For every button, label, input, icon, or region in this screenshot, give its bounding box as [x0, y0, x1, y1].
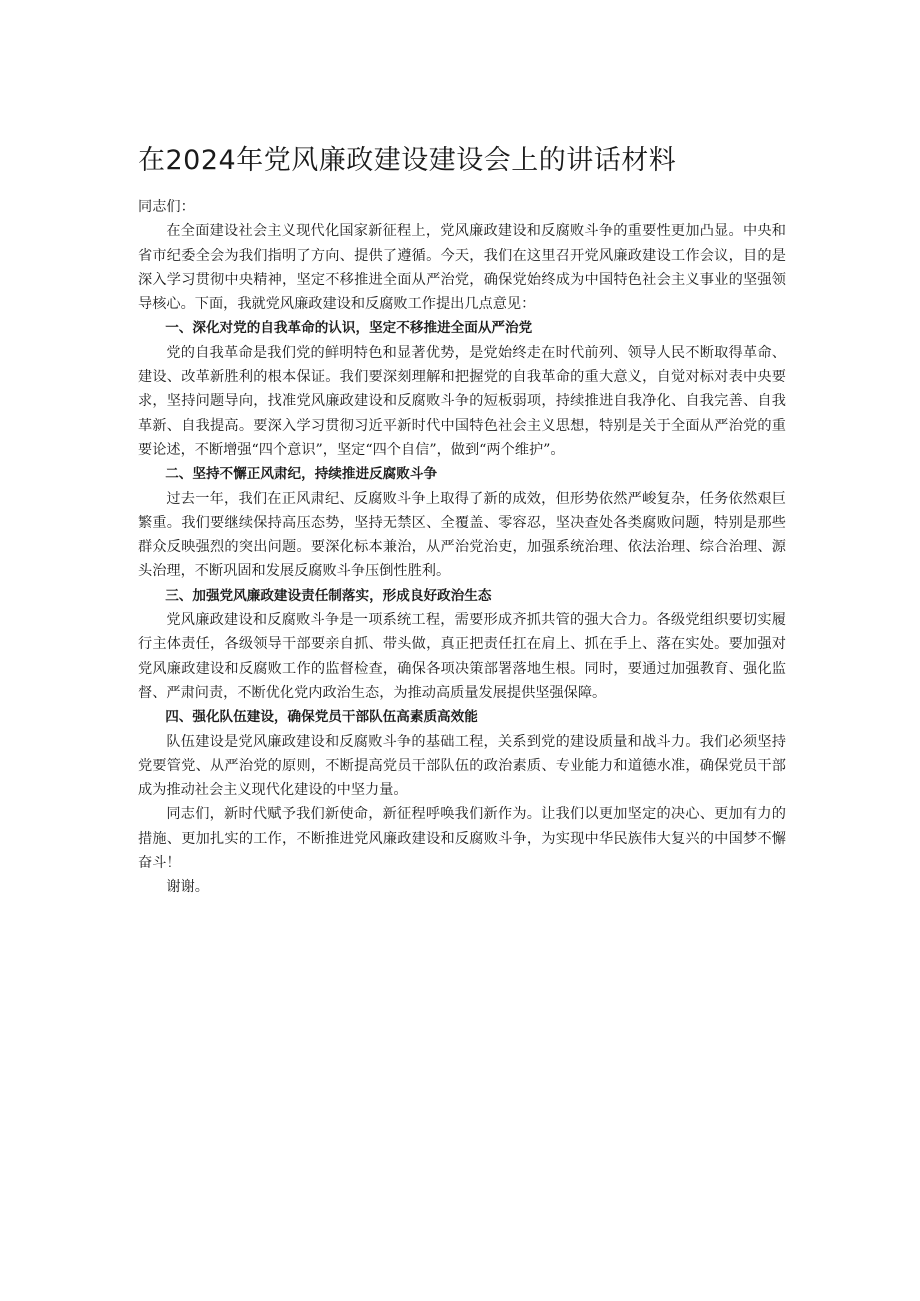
section-heading-2: 二、坚持不懈正风肃纪，持续推进反腐败斗争: [165, 466, 438, 483]
section-paragraph-3: 党风廉政建设和反腐败斗争是一项系统工程，需要形成齐抓共管的强大合力。各级党组织要切实履行主体责任，各级领导干部要亲自抓、带头做，真正把责任扛在肩上、抓在手上、落在实处。要加强对党风廉政建设和反腐败工作的监督检查，确保各项决策部署落地生根。同时，要通过加强教育、强化监督、严肃问责，不断优化党内政治生态，为推动高质量发展提供坚强保障。: [138, 612, 786, 701]
section-paragraph-2: 过去一年，我们在正风肃纪、反腐败斗争上取得了新的成效，但形势依然严峻复杂，任务依然艰巨繁重。我们要继续保持高压态势，坚持无禁区、全覆盖、零容忍，坚决查处各类腐败问题，特别是那些群众反映强烈的突出问题。要深化标本兼治，从严治党治吏，加强系统治理、依法治理、综合治理、源头治理，不断巩固和发展反腐败斗争压倒性胜利。: [138, 490, 786, 580]
intro-paragraph: 在全面建设社会主义现代化国家新征程上，党风廉政建设和反腐败斗争的重要性更加凸显。中央和省市纪委全会为我们指明了方向、提供了遵循。今天，我们在这里召开党风廉政建设工作会议，目的是深入学习贯彻中央精神，坚定不移推进全面从严治党，确保党始终成为中国特色社会主义事业的坚强领导核心。下面，我就党风廉政建设和反腐败工作提出几点意见：: [138, 223, 786, 313]
section-heading-3: 三、加强党风廉政建设责任制落实，形成良好政治生态: [165, 587, 492, 604]
section-paragraph-1: 党的自我革命是我们党的鲜明特色和显著优势，是党始终走在时代前列、领导人民不断取得革命、建设、改革新胜利的根本保证。我们要深刻理解和把握党的自我革命的重大意义，自觉对标对表中央要求，坚持问题导向，找准党风廉政建设和反腐败斗争的短板弱项，持续推进自我净化、自我完善、自我革新、自我提高。要深入学习贯彻习近平新时代中国特色社会主义思想，特别是关于全面从严治党的重要论述，不断增强“四个意识”，坚定“四个自信”，做到“两个维护”。: [138, 344, 786, 458]
document-body: [138, 195, 786, 900]
thanks: 谢谢。: [166, 879, 209, 896]
document-title: 在2024年党风廉政建设建设会上的讲话材料: [138, 145, 677, 176]
greeting: 同志们：: [138, 199, 195, 215]
section-heading-1: 一、深化对党的自我革命的认识，坚定不移推进全面从严治党: [165, 320, 533, 337]
section-paragraph-4: 队伍建设是党风廉政建设和反腐败斗争的基础工程，关系到党的建设质量和战斗力。我们必须坚持党要管党、从严治党的原则，不断提高党员干部队伍的政治素质、专业能力和道德水准，确保党员干部成为推动社会主义现代化建设的中坚力量。: [138, 733, 786, 799]
closing-paragraph: 同志们，新时代赋予我们新使命，新征程呼唤我们新作为。让我们以更加坚定的决心、更加有力的措施、更加扎实的工作，不断推进党风廉政建设和反腐败斗争，为实现中华民族伟大复兴的中国梦不懈奋斗！: [138, 806, 786, 872]
section-heading-4: 四、强化队伍建设，确保党员干部队伍高素质高效能: [165, 709, 478, 726]
